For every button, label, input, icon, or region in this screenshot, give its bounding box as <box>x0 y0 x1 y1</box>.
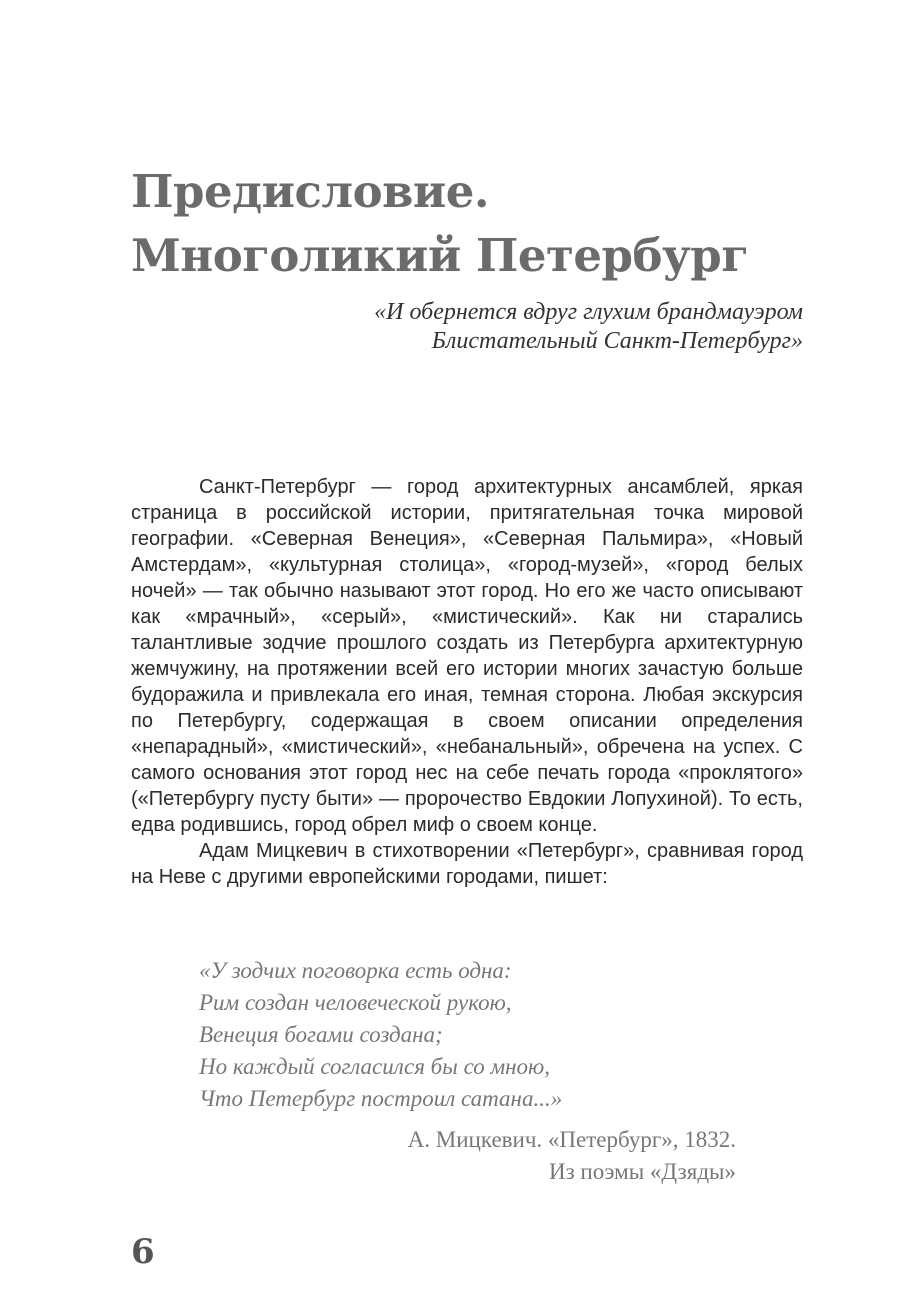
poem-line-3: Венеция богами создана; <box>199 1022 443 1047</box>
poem-line-1: «У зодчих поговорка есть одна: <box>199 958 512 983</box>
poem-line-2: Рим создан человеческой рукою, <box>199 990 512 1015</box>
poem-attribution <box>408 1124 736 1188</box>
paragraph-1: Санкт-Петербург — город архитектурных ансамблей, яркая страница в российской истории, притягательная точка мировой географии. «Северная Венеция», «Северная Пальмира», «Новый Амстердам», «культурная столица», «город-музей», «город белых ночей» — так обычно называют этот город. Но его же часто описывают как «мрачный», «серый», «мистический». Как ни старались талантливые зодчие прошлого создать из Петербурга архитектурную жемчужину, на протяжении всей его истории многих зачастую больше будоражила и привлекала его иная, темная сторона. Любая экскурсия по Петербургу, содержащая в своем описании определения «непарадный», «мистический», «небанальный», обречена на успех. С самого основания этот город нес на себе печать города «проклятого» («Петербургу пусту быти» — пророчество Евдокии Лопухиной). То есть, едва родившись, город обрел миф о своем конце. <box>131 476 803 836</box>
poem-line-5: Что Петербург построил сатана...» <box>199 1086 563 1111</box>
body-text <box>131 474 803 890</box>
poem-quote <box>199 955 562 1115</box>
epigraph <box>374 298 803 356</box>
title-line-1: Предисловие. <box>131 165 490 218</box>
poem-line-4: Но каждый согласился бы со мною, <box>199 1054 551 1079</box>
title-line-2: Многоликий Петербург <box>131 229 749 282</box>
attribution-line-1: А. Мицкевич. «Петербург», 1832. <box>407 1127 736 1152</box>
page-number: 6 <box>131 1232 155 1272</box>
attribution-line-2: Из поэмы «Дзяды» <box>548 1159 736 1184</box>
paragraph-2: Адам Мицкевич в стихотворении «Петербург», сравнивая город на Неве с другими европейскими городами, пишет: <box>131 840 803 888</box>
epigraph-line-2: Блистательный Санкт-Петербург» <box>431 328 803 354</box>
epigraph-line-1: «И обернется вдруг глухим брандмауэром <box>374 299 803 325</box>
page-title <box>131 160 748 288</box>
